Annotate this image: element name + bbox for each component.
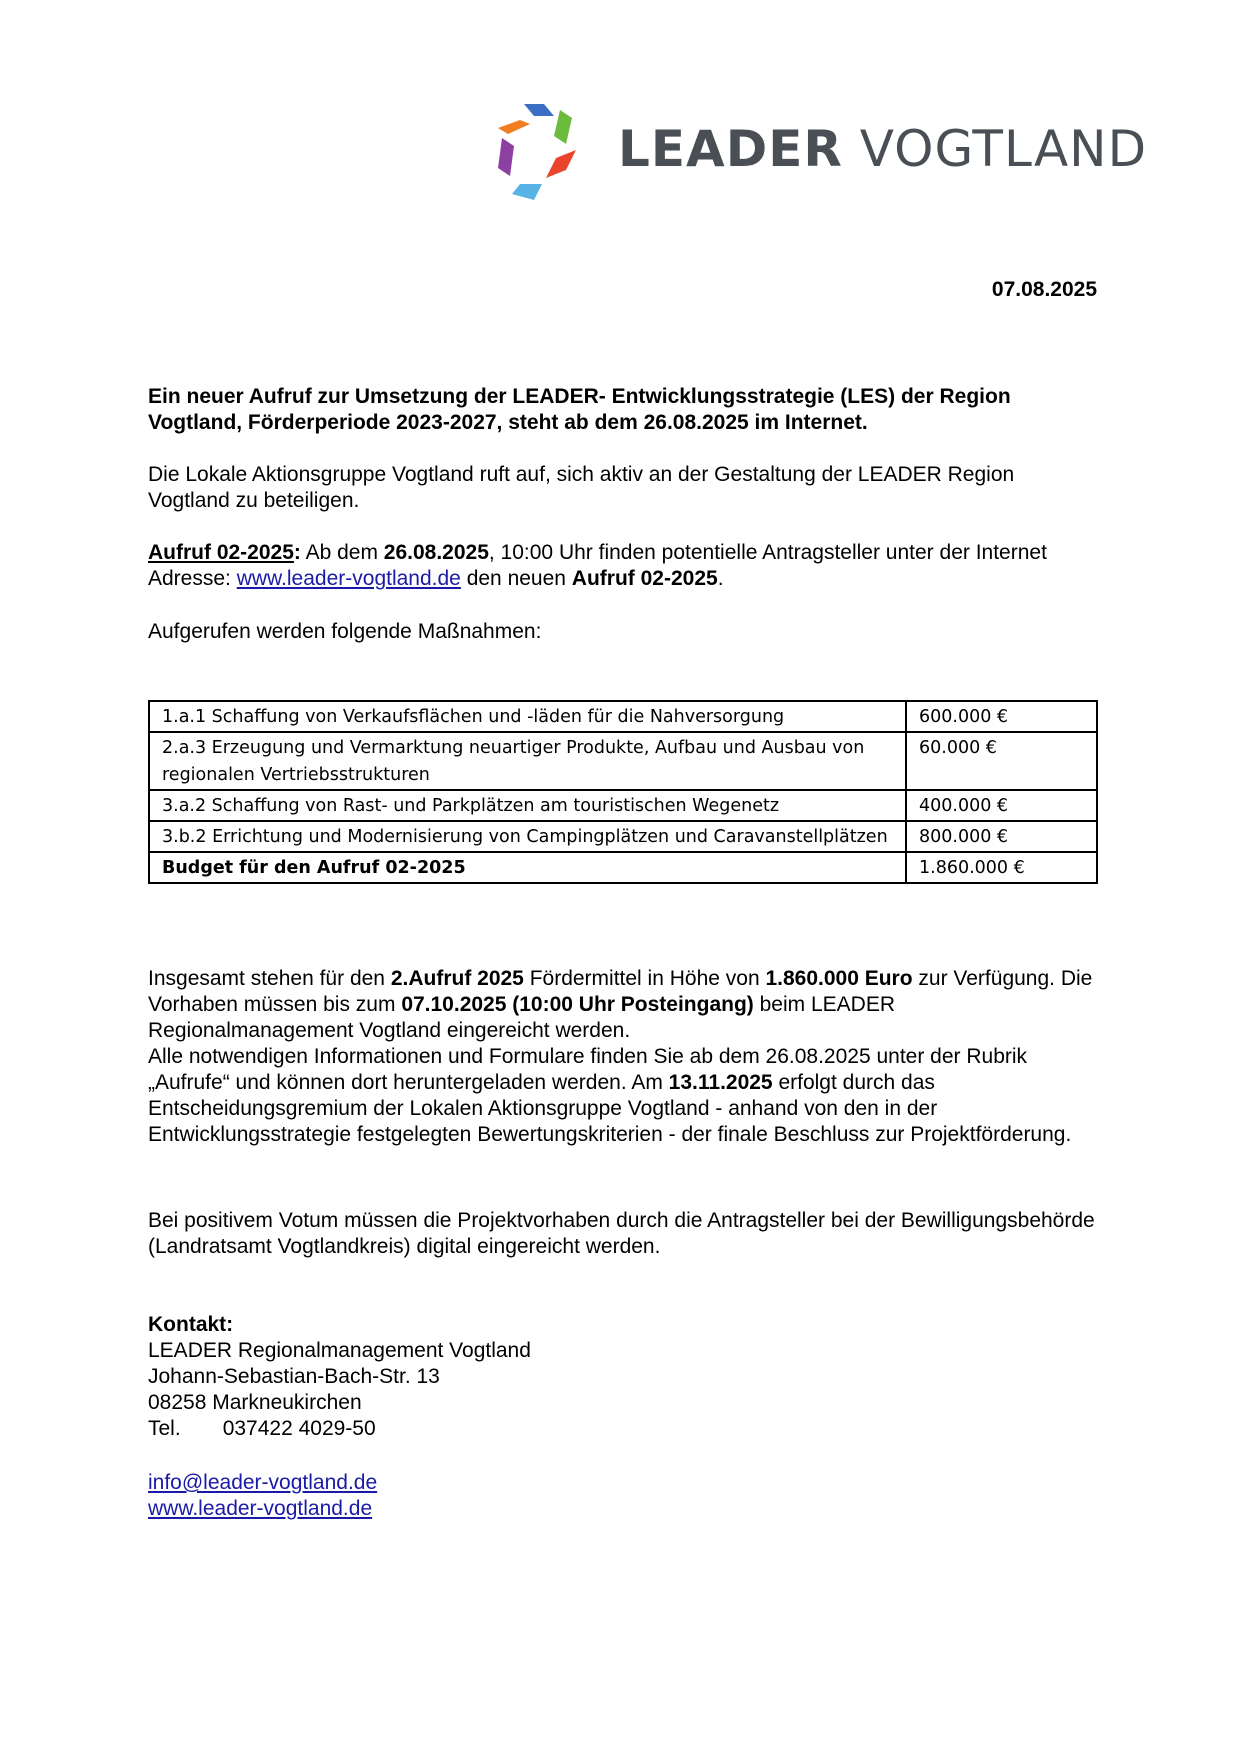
- votum-paragraph: Bei positivem Votum müssen die Projektvorhaben durch die Antragsteller bei der Bewilligungsbehörde (Landratsamt Vogtlandkreis) digital eingereicht werden.: [148, 1209, 1095, 1258]
- contact-tel: 037422 4029-50: [222, 1417, 376, 1440]
- summary-text-4: beim LEADER Regionalmanagement Vogtland eingereicht werden.: [148, 993, 896, 1042]
- budget-label: Budget für den Aufruf 02-2025: [149, 852, 906, 883]
- measures-intro: Aufgerufen werden folgende Maßnahmen:: [148, 620, 542, 643]
- budget-amount: 1.860.000 €: [906, 852, 1097, 883]
- contact-street: Johann-Sebastian-Bach-Str. 13: [148, 1365, 440, 1388]
- call-text-1: Ab dem: [300, 541, 384, 564]
- table-row: [149, 701, 1097, 732]
- leader-vogtland-logo: [490, 98, 1148, 208]
- contact-block: [148, 1312, 1098, 1442]
- logo-word-vogtland: VOGTLAND: [859, 120, 1148, 178]
- call-text-3: den neuen: [460, 567, 572, 590]
- summary-text-1: Insgesamt stehen für den: [148, 967, 391, 990]
- logo-word-leader: LEADER: [618, 120, 843, 178]
- summary-text-5: Alle notwendigen Informationen und Formulare finden Sie ab dem 26.08.2025 unter der Rubrik „Aufrufe“ und können dort heruntergeladen werden. Am: [148, 1045, 1028, 1094]
- measure-name: 3.b.2 Errichtung und Modernisierung von Campingplätzen und Caravanstellplätzen: [149, 821, 906, 852]
- measures-table: [148, 700, 1098, 884]
- contact-org: LEADER Regionalmanagement Vogtland: [148, 1339, 531, 1362]
- call-text-4: .: [717, 567, 724, 590]
- contact-city: 08258 Markneukirchen: [148, 1391, 362, 1414]
- document-date: 07.08.2025: [991, 278, 1097, 301]
- table-total-row: [149, 852, 1097, 883]
- summary-decision-date: 13.11.2025: [668, 1071, 773, 1094]
- contact-phone-line: [148, 1416, 1098, 1442]
- summary-text-6: erfolgt durch das Entscheidungsgremium der Lokalen Aktionsgruppe Vogtland - anhand von den in der Entwicklungsstrategie festgelegten Bewertungskriterien - der finale Beschluss zur Projektförderung.: [148, 1071, 1072, 1146]
- call-website-link[interactable]: www.leader-vogtland.de: [236, 567, 461, 590]
- contact-heading: Kontakt:: [148, 1313, 234, 1336]
- contact-links: [148, 1470, 1098, 1522]
- headline: Ein neuer Aufruf zur Umsetzung der LEADER- Entwicklungsstrategie (LES) der Region Vogtland, Förderperiode 2023-2027, steht ab dem 26.08.2025 im Internet.: [148, 385, 1011, 434]
- summary-paragraph: [148, 966, 1098, 1148]
- call-start-date: 26.08.2025: [383, 541, 489, 564]
- website-link[interactable]: www.leader-vogtland.de: [148, 1497, 373, 1520]
- measure-name: 3.a.2 Schaffung von Rast- und Parkplätzen am touristischen Wegenetz: [149, 790, 906, 821]
- measure-amount: 400.000 €: [906, 790, 1097, 821]
- measure-name: 1.a.1 Schaffung von Verkaufsflächen und -läden für die Nahversorgung: [149, 701, 906, 732]
- call-text-2: , 10:00 Uhr finden potentielle Antragsteller unter der Internet Adresse:: [148, 541, 1047, 590]
- table-row: [149, 790, 1097, 821]
- logo-wordmark: [618, 120, 1147, 178]
- measure-amount: 60.000 €: [906, 732, 1097, 790]
- summary-deadline: 07.10.2025 (10:00 Uhr Posteingang): [401, 993, 754, 1016]
- measure-amount: 600.000 €: [906, 701, 1097, 732]
- summary-text-2: Fördermittel in Höhe von: [523, 967, 766, 990]
- contact-tel-label: Tel.: [148, 1417, 181, 1440]
- call-colon: :: [293, 541, 301, 564]
- table-row: [149, 732, 1097, 790]
- summary-sum: 1.860.000 Euro: [765, 967, 913, 990]
- measure-name: 2.a.3 Erzeugung und Vermarktung neuartiger Produkte, Aufbau und Ausbau von regionalen Vertriebsstrukturen: [149, 732, 906, 790]
- measure-amount: 800.000 €: [906, 821, 1097, 852]
- call-label: Aufruf 02-2025: [148, 541, 294, 564]
- email-link[interactable]: info@leader-vogtland.de: [148, 1471, 378, 1494]
- call-name: Aufruf 02-2025: [571, 567, 718, 590]
- summary-call: 2.Aufruf 2025: [390, 967, 524, 990]
- logo-pinwheel-icon: [490, 98, 590, 208]
- table-row: [149, 821, 1097, 852]
- summary-text-3: zur Verfügung. Die Vorhaben müssen bis zum: [148, 967, 1093, 1016]
- intro-paragraph: Die Lokale Aktionsgruppe Vogtland ruft auf, sich aktiv an der Gestaltung der LEADER Region Vogtland zu beteiligen.: [148, 463, 1015, 512]
- call-paragraph: [148, 540, 1098, 592]
